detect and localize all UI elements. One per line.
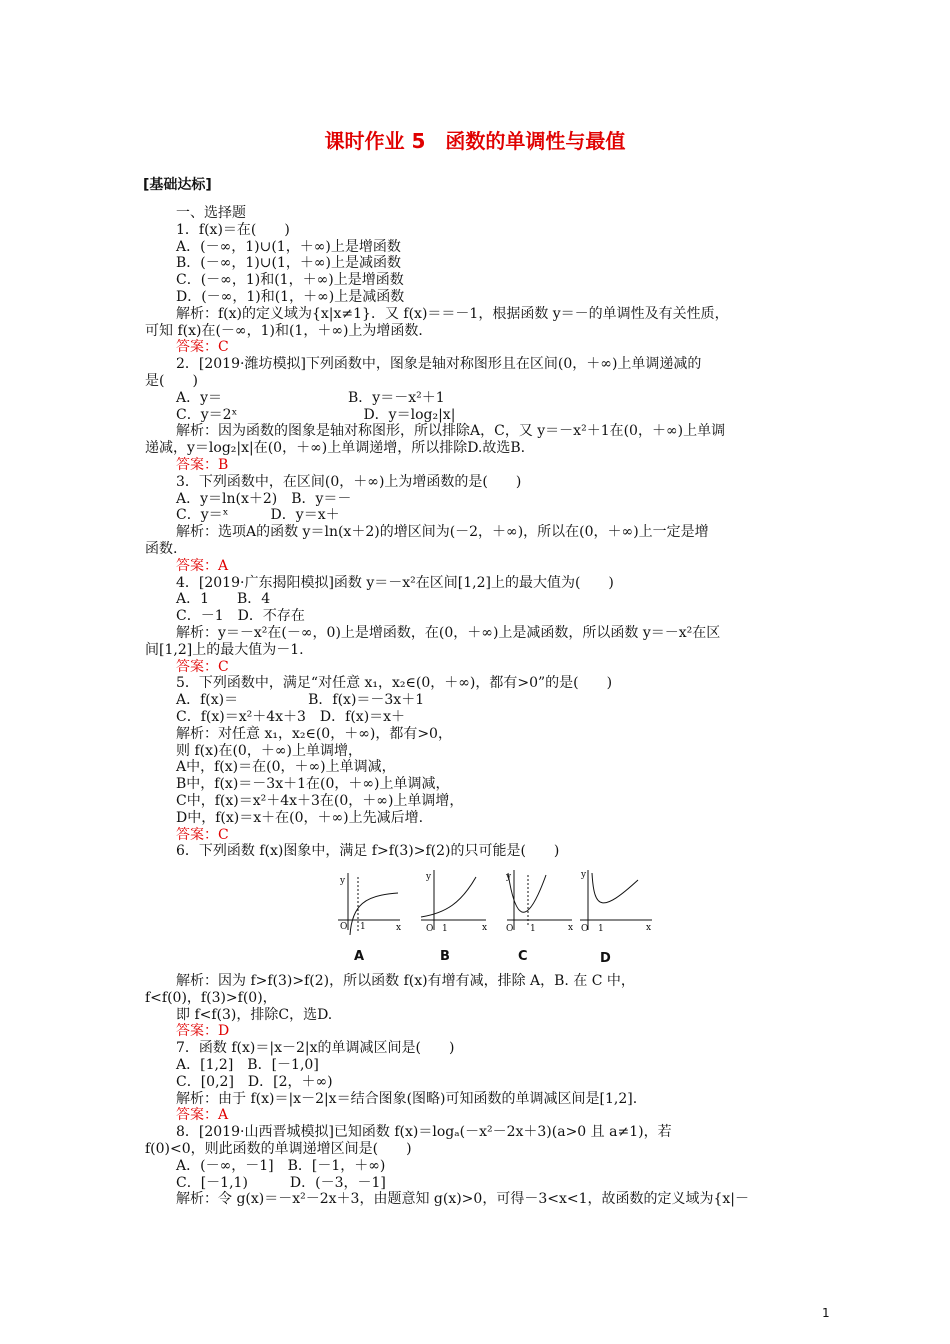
text-line: A．(－∞，－1] B．[－1，＋∞): [176, 1157, 386, 1174]
text-line: A．(－∞，1)∪(1，＋∞)上是增函数: [176, 238, 401, 255]
graph-a-y-label: y: [340, 876, 346, 886]
graph-a-x-label: x: [396, 923, 402, 933]
text-line: 解析：因为 f>f(3)>f(2)，所以函数 f(x)有增有减，排除 A，B. 在 C 中，: [176, 973, 635, 989]
section-tag: [基础达标]: [143, 177, 212, 193]
text-line: 即 f<f(3)，排除C，选D.: [176, 1006, 333, 1023]
graph-d-one: 1: [598, 924, 604, 934]
text-line: C．(－∞，1)和(1，＋∞)上是增函数: [176, 272, 404, 289]
text-line: 6．下列函数 f(x)图象中，满足 f>f(3)>f(2)的只可能是( ): [176, 843, 560, 860]
text-line: 解析：f(x)的定义域为{x|x≠1}．又 f(x)＝＝－1，根据函数 y＝－的单调性及有关性质，: [176, 305, 729, 322]
text-line: 解析：由于 f(x)＝|x－2|x＝结合图象(图略)可知函数的单调减区间是[1,2].: [176, 1090, 638, 1107]
text-line: D中，f(x)＝x＋在(0，＋∞)上先减后增.: [176, 809, 424, 826]
graph-b-icon: [421, 870, 487, 934]
graph-a-icon: [338, 873, 401, 935]
text-line: A．1 B．4: [176, 591, 271, 608]
graph-d-label: D: [600, 951, 611, 966]
text-line: 可知 f(x)在(－∞，1)和(1，＋∞)上为增函数．: [145, 322, 433, 339]
text-line: C中，f(x)＝x²＋4x＋3在(0，＋∞)上单调增，: [176, 793, 464, 809]
graph-d-y-label: y: [581, 870, 587, 880]
text-line: C．－1 D．不存在: [176, 608, 305, 625]
page-title: 课时作业 5 函数的单调性与最值: [324, 129, 626, 153]
text-line: C．[0,2] D．[2，＋∞): [176, 1073, 333, 1090]
graph-figures: [330, 865, 660, 935]
text-line: A．[1,2] B．[－1,0]: [176, 1057, 319, 1073]
text-line: 答案：A: [176, 557, 229, 574]
text-line: C．y＝ˣ D．y＝x＋: [176, 507, 340, 524]
graph-c-icon: [505, 870, 573, 934]
text-line: D．(－∞，1)和(1，＋∞)上是减函数: [176, 289, 405, 305]
text-line: 1．f(x)＝在( ): [176, 221, 290, 238]
graph-b-x-label: x: [482, 923, 488, 933]
text-line: A．f(x)＝ B．f(x)＝－3x＋1: [176, 692, 425, 709]
text-line: 则 f(x)在(0，＋∞)上单调增，: [176, 742, 362, 759]
text-line: 解析：y＝－x²在(－∞，0)上是增函数，在(0，＋∞)上是减函数，所以函数 y＝－x²在区: [176, 625, 721, 641]
graph-d-icon: [580, 870, 652, 934]
text-line: 递减，y＝log₂|x|在(0，＋∞)上单调递增，所以排除D.故选B.: [145, 440, 526, 457]
text-line: 8．[2019·山西晋城模拟]已知函数 f(x)＝logₐ(－x²－2x＋3)(a>0 且 a≠1)，若: [176, 1124, 672, 1141]
text-line: 函数.: [145, 541, 178, 557]
graph-b-label: B: [440, 949, 450, 964]
text-line: 3．下列函数中，在区间(0，＋∞)上为增函数的是( ): [176, 473, 522, 490]
page-number: 1: [822, 1306, 830, 1320]
text-line: 4．[2019·广东揭阳模拟]函数 y＝－x²在区间[1,2]上的最大值为( ): [176, 574, 614, 591]
text-line: A中，f(x)＝在(0，＋∞)上单调减，: [176, 759, 396, 776]
text-line: B中，f(x)＝－3x＋1在(0，＋∞)上单调减，: [176, 776, 450, 793]
text-line: A．y＝ B．y＝－x²＋1: [176, 389, 445, 406]
graph-a-origin: O: [340, 922, 348, 932]
text-line: 解析：选项A的函数 y＝ln(x＋2)的增区间为(－2，＋∞)，所以在(0，＋∞)上一定是增: [176, 524, 709, 541]
text-line: f<f(0)，f(3)>f(0)，: [145, 989, 277, 1006]
graph-b-y-label: y: [426, 872, 432, 882]
graph-c-origin: O: [506, 924, 514, 934]
text-line: 答案：C: [176, 339, 229, 356]
text-line: 答案：C: [176, 658, 229, 675]
text-line: 答案：A: [176, 1107, 229, 1124]
graph-b-origin: O: [426, 924, 434, 934]
text-line: 2．[2019·潍坊模拟]下列函数中，图象是轴对称图形且在区间(0，＋∞)上单调递减的: [176, 356, 702, 373]
text-line: 解析：对任意 x₁，x₂∈(0，＋∞)，都有>0，: [176, 725, 452, 742]
text-line: 一、选择题: [176, 205, 246, 221]
text-line: C．f(x)＝x²＋4x＋3 D．f(x)＝x＋: [176, 709, 406, 725]
graph-b-one: 1: [442, 924, 448, 934]
graph-options: [330, 865, 660, 965]
text-line: C．[－1,1) D．(－3，－1]: [176, 1174, 386, 1191]
graph-c-y-label: y: [506, 872, 512, 882]
text-line: C．y＝2ˣ D．y＝log₂|x|: [176, 406, 456, 423]
text-line: 解析：因为函数的图象是轴对称图形，所以排除A，C，又 y＝－x²＋1在(0，＋∞)上单调: [176, 423, 726, 440]
text-line: 解析：令 g(x)＝－x²－2x＋3，由题意知 g(x)>0，可得－3<x<1，故函数的定义域为{x|－: [176, 1191, 750, 1208]
graph-d-x-label: x: [646, 923, 652, 933]
graph-c-label: C: [518, 949, 528, 964]
text-line: 答案：C: [176, 826, 229, 843]
text-line: A．y＝ln(x＋2) B．y＝－: [176, 490, 352, 507]
text-line: 答案：D: [176, 1023, 230, 1040]
text-line: 间[1,2]上的最大值为－1.: [145, 641, 304, 658]
graph-d-origin: O: [581, 924, 589, 934]
text-line: B．(－∞，1)∪(1，＋∞)上是减函数: [176, 255, 402, 272]
graph-a-one: 1: [360, 922, 366, 932]
text-line: f(0)<0，则此函数的单调递增区间是( ): [145, 1141, 412, 1157]
text-line: 答案：B: [176, 457, 229, 473]
graph-a-label: A: [354, 949, 365, 964]
text-line: 是( ): [145, 373, 198, 389]
text-line: 5．下列函数中，满足“对任意 x₁，x₂∈(0，＋∞)，都有>0”的是( ): [176, 675, 613, 692]
text-line: 7．函数 f(x)＝|x－2|x的单调减区间是( ): [176, 1040, 455, 1057]
graph-c-x-label: x: [568, 923, 574, 933]
graph-c-one: 1: [530, 924, 536, 934]
